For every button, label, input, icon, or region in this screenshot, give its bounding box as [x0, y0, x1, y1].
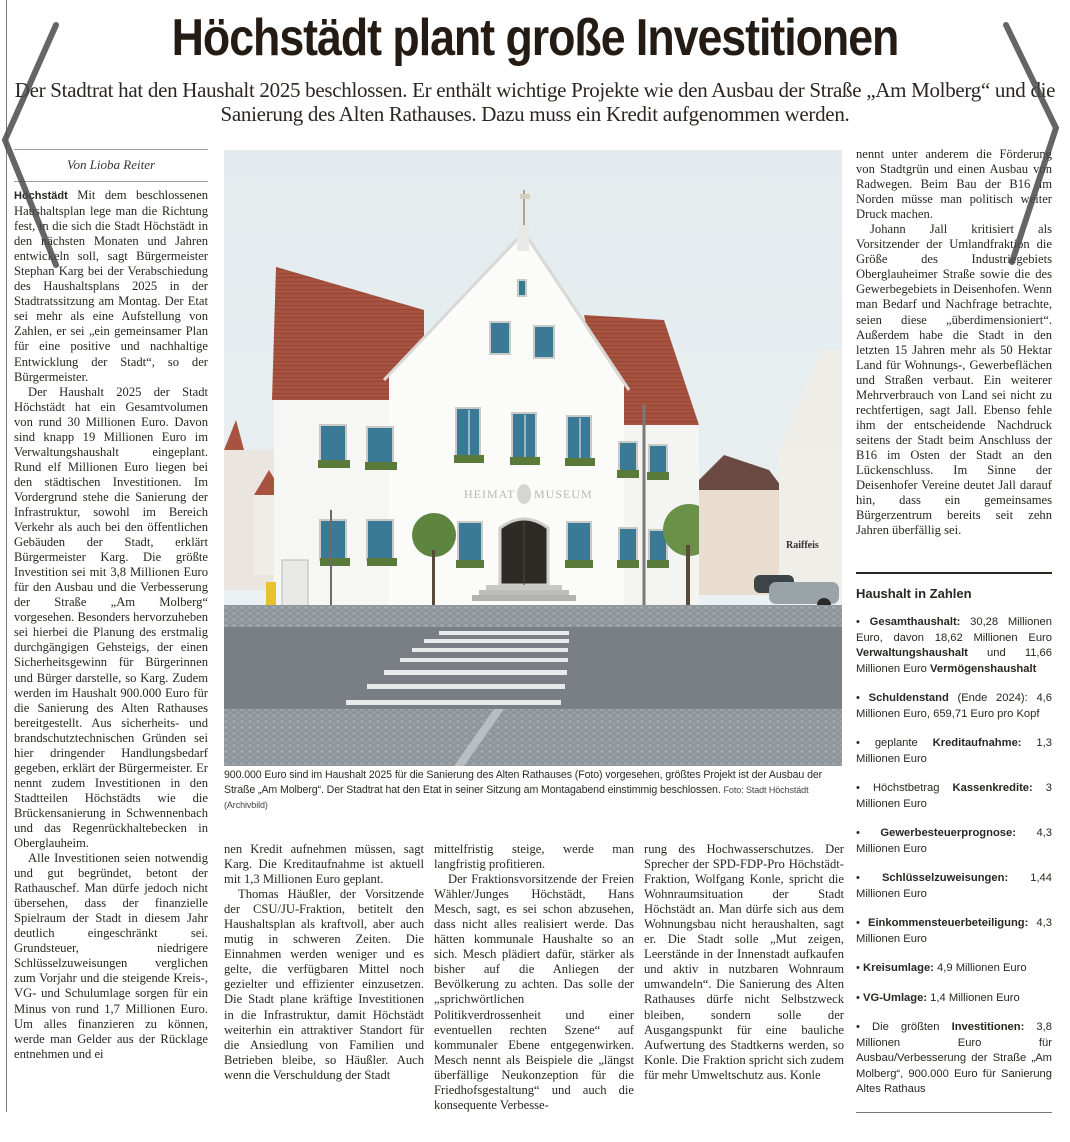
factbox-item-text: •	[856, 782, 873, 794]
factbox-item-text: geplante	[874, 737, 933, 749]
paragraph: nen Kredit aufnehmen müssen, sagt Karg. Die Kreditaufnahme ist aktuell mit 1,3 Millionen Euro geplant.	[224, 842, 424, 887]
paragraph-text: Mit dem beschlossenen Haushaltsplan lege man die Richtung fest, in die sich die Stadt Höchstädt in den nächsten Monaten und Jahren entwickeln soll, sagt Bürgermeister Stephan Karg bei der Verabschiedung des Haushaltsplans 2025 in der Stadtratssitzung am Montag. Der Etat sei mehr als eine Aufstellung von Zahlen, er sei „ein gemeinsamer Plan für eine positive und nachhaltige Entwicklung der Stadt“, so der Bürgermeister.	[14, 188, 208, 384]
factbox-item-label: Kreisumlage:	[863, 962, 934, 974]
phone-booth	[282, 560, 308, 610]
factbox-item	[856, 1020, 1052, 1098]
photo-caption	[224, 768, 844, 813]
paragraph: rung des Hochwasserschutzes. Der Sprecher der SPD-FDP-Pro Höchstädt-Fraktion, Wolfgang Konle, spricht die Wohnraumsituation der Stadt Höchstädt an. Man dürfe sich aus dem Wohnungsbau nicht heraushalten, sagt er. Die Stadt solle „Mut zeigen, Leerstände in der Innenstadt aufkaufen und aktiv in nutzbaren Wohnraum umwandeln“. Die Sanierung des Alten Rathauses dürfe nicht Selbstzweck bleiben, sondern solle der Ausgangspunkt für eine bauliche Aufwertung des Stadtkerns werden, so Konle. Die Fraktion spricht sich zudem für mehr Umweltschutz aus. Konle	[644, 842, 844, 1082]
factbox-item-label: Verwaltungshaushalt	[856, 647, 968, 659]
factbox-item-text: •	[856, 872, 882, 884]
factbox-item-text: 3,8 Millionen Euro für Ausbau/Verbesserung der Straße „Am Molberg“, 900.000 Euro für Sanierung Altes Rathaus	[856, 1021, 1052, 1095]
factbox-item-text: •	[856, 692, 869, 704]
factbox-title: Haushalt in Zahlen	[856, 586, 972, 601]
factbox-item-text: •	[856, 962, 864, 974]
article-column-3	[434, 842, 634, 1113]
factbox-item-label: Gesamthaushalt:	[869, 616, 961, 628]
factbox-item-label: Gewerbesteuerprognose:	[880, 827, 1016, 839]
article-column-2	[224, 842, 424, 1083]
caption-text: 900.000 Euro sind im Haushalt 2025 für die Sanierung des Alten Rathauses (Foto) vorgesehen, größtes Projekt ist der Ausbau der Straße „Am Molberg“. Der Stadtrat hat den Etat in seiner Sitzung am Montagabend einstimmig beschlossen.	[224, 769, 823, 796]
town-hall-photo	[224, 150, 842, 766]
factbox-item-text: •	[856, 991, 864, 1004]
factbox-item	[856, 736, 1052, 767]
factbox-item-label: Schuldenstand	[868, 692, 949, 704]
facade-text-heimat: HEIMAT	[464, 487, 516, 501]
article-column-1	[14, 188, 208, 1062]
factbox-item	[856, 691, 1052, 722]
factbox-item-text: 1,3 Millionen Euro	[856, 737, 1052, 765]
factbox-item-text: •	[856, 1021, 873, 1033]
factbox-budget-figures	[856, 572, 1052, 1113]
factbox-item-text: 1,4 Millionen Euro	[927, 991, 1020, 1004]
paragraph: Thomas Häußler, der Vorsitzende der CSU/JU-Fraktion, betitelt den Haushaltsplan als kraftvoll, aber auch mutig in schweren Zeiten. Die Einnahmen werden weniger und es gelte, die verfügbaren Mittel noch gezielter und effizienter einzusetzen. Die Stadt plane kräftige Investitionen in die Infrastruktur, damit Höchstädt weiterhin ein attraktiver Standort für die Ansiedlung von Familien und Betrieben bleibe, so Häußler. Auch wenn die Verschuldung der Stadt	[224, 887, 424, 1082]
factbox-item-text: 4,9 Millionen Euro	[933, 962, 1027, 974]
paragraph	[14, 188, 208, 385]
paragraph: Der Haushalt 2025 der Stadt Höchstädt hat ein Gesamtvolumen von rund 30 Millionen Euro. Davon sind knapp 19 Millionen Euro im Verwaltungshaushalt eingeplant. Rund elf Millionen Euro liegen bei den städtischen Investitionen. Im Vordergrund stehe die Sanierung der Infrastruktur, sowohl im Bereich Verkehr als auch bei den öffentlichen Gebäuden der Stadt, erklärt Bürgermeister Karg. Die größte Investition sei mit 3,8 Millionen Euro für den Ausbau und die Verbesserung der Straße „Am Molberg“ vorgesehen. Besonders hervorzuheben sei hierbei die Planung des erstmalig durchgängigen Gehsteigs, der einen Sicherheitsgewinn für Bürgerinnen und Bürger darstelle, so Karg. Zudem werden im Haushalt 900.000 Euro für die Sanierung des Alten Rathauses bereitgestellt. Aus sicherheits- und brandschutztechnischen Gründen sei hier dringender Handlungsbedarf gegeben, erklärt der Bürgermeister. Er nennt zudem Investitionen in den Stadtteilen Höchstädts wie die Brückensanierung in Schwennenbach und das Regenrückhaltebecken in Oberglauheim.	[14, 384, 208, 851]
factbox-item-label: Vermögenshaushalt	[930, 662, 1037, 675]
article-column-4	[644, 842, 844, 1083]
divider	[856, 1112, 1052, 1113]
factbox-item	[856, 871, 1052, 902]
factbox-item-label: Kreditaufnahme:	[932, 737, 1022, 749]
factbox-item	[856, 991, 1052, 1007]
factbox-item-text: •	[856, 917, 868, 929]
factbox-item-text: 30,28 Millionen Euro, davon 18,62 Millionen Euro	[856, 616, 1052, 644]
factbox-item-text: 1,44 Millionen Euro	[856, 872, 1052, 900]
factbox-item	[856, 916, 1052, 947]
sidewalk	[224, 605, 842, 627]
photo-credit: Foto: Stadt Höchstädt (Archivbild)	[224, 785, 809, 810]
factbox-item-text: •	[856, 737, 875, 749]
factbox-item-label: VG-Umlage:	[863, 991, 928, 1004]
factbox-item-text: Höchstbetrag	[872, 782, 953, 794]
factbox-item	[856, 961, 1052, 977]
divider	[856, 572, 1052, 574]
paragraph: mittelfristig steige, werde man langfristig profitieren.	[434, 842, 634, 872]
factbox-item-label: Schlüsselzuweisungen:	[881, 872, 1009, 884]
factbox-list	[856, 615, 1052, 1098]
paragraph: nennt unter anderem die Förderung von Stadtgrün und einen Ausbau von Radwegen. Beim Bau der B16 im Norden müsse man politisch weiter Druck machen.	[856, 147, 1052, 222]
factbox-item	[856, 615, 1052, 677]
factbox-item-text: 4,3 Millionen Euro	[856, 827, 1052, 855]
dateline: Höchstädt	[14, 190, 68, 202]
paragraph: Alle Investitionen seien notwendig und gut begründet, betont der Rathauschef. Man dürfe jedoch nicht übersehen, dass der finanzielle Spielraum der Stadt in diesem Jahr deutlich eingeschränkt sei. Grundsteuer, niedrigere Schlüsselzuweisungen verglichen zum Vorjahr und die steigende Kreis-, VG- und Schulumlage sorgen für ein Minus von rund 1,7 Millionen Euro. Um alles finanzieren zu können, werde man Gelder aus der Rücklage entnehmen und ei	[14, 851, 208, 1061]
factbox-item	[856, 781, 1052, 812]
paragraph: Johann Jall kritisiert als Vorsitzender der Umlandfraktion die Größe des Industriegebiets Oberglauheimer Straße sowie die des Gewerbegebiets in Deisenhofen. Wenn man Bedarf und Nachfrage betrachte, seien diese „überdimensioniert“. Außerdem habe die Stadt in den letzten 15 Jahren mehr als 50 Hektar Land für Wohnungs-, Gewerbeflächen und Straßen verbaut. Ein weiterer Mehrverbrauch von Land sei nicht zu rechtfertigen, sagt Jall. Ebenso fehle ihm der entscheidende Nachdruck seitens der Stadt beim Anschluss der B16 im Osten der Stadt an den Lückenschluss. Im Sinne der Deisenhofer Vereine deutet Jall darauf hin, dass ein gemeinsames Bürgerzentrum bereits seit zehn Jahren überfällig sei.	[856, 222, 1052, 538]
page-left-rule	[6, 0, 7, 1112]
factbox-item-label: Einkommensteuerbeteiligung:	[867, 917, 1029, 929]
article-photo	[224, 150, 842, 766]
byline-block	[14, 149, 208, 182]
factbox-item-text: •	[856, 616, 870, 628]
plaza-cobblestones	[224, 709, 842, 766]
paragraph: Der Fraktionsvorsitzende der Freien Wähler/Junges Höchstädt, Hans Mesch, sagt, es sei schon abzusehen, dass nicht alles realisiert werde. Das hätten kommunale Haushalte so an sich. Mesch plädiert dafür, stärker als bisher auf die Anliegen der Bevölkerung zu achten. Das solle der „sprichwörtlichen Politikverdrossenheit und einer eventuellen rechten Szene“ auf kommunaler Ebene entgegenwirken. Mesch nennt als Beispiele die „längst überfällige Neukonzeption für die Friedhofsgestaltung“ und auch die konsequente Verbesse-	[434, 872, 634, 1112]
factbox-item-text: (Ende 2024): 4,6 Millionen Euro, 659,71 Euro pro Kopf	[856, 692, 1052, 720]
factbox-item-label: Investitionen:	[951, 1021, 1025, 1033]
factbox-item-text: und 11,66 Millionen Euro	[856, 647, 1052, 675]
shop-sign: Raiffeis	[786, 540, 819, 551]
facade-text-museum: MUSEUM	[534, 487, 593, 501]
headline: Höchstädt plant große Investitionen	[171, 9, 899, 67]
factbox-item	[856, 826, 1052, 857]
factbox-item-text: •	[856, 827, 881, 839]
article-column-5	[856, 147, 1052, 538]
factbox-item-label: Kassenkredite:	[952, 782, 1033, 794]
divider	[14, 181, 208, 182]
crest	[517, 484, 531, 504]
factbox-item-text: 3 Millionen Euro	[856, 782, 1052, 810]
factbox-item-text: 4,3 Millionen Euro	[856, 917, 1052, 945]
subheadline: Der Stadtrat hat den Haushalt 2025 beschlossen. Er enthält wichtige Projekte wie den Ausbau der Straße „Am Molberg“ und die Sanierung des Alten Rathauses. Dazu muss ein Kredit aufgenommen werden.	[14, 78, 1056, 126]
byline: Von Lioba Reiter	[66, 157, 156, 172]
factbox-item-text: Die größten	[872, 1021, 952, 1033]
